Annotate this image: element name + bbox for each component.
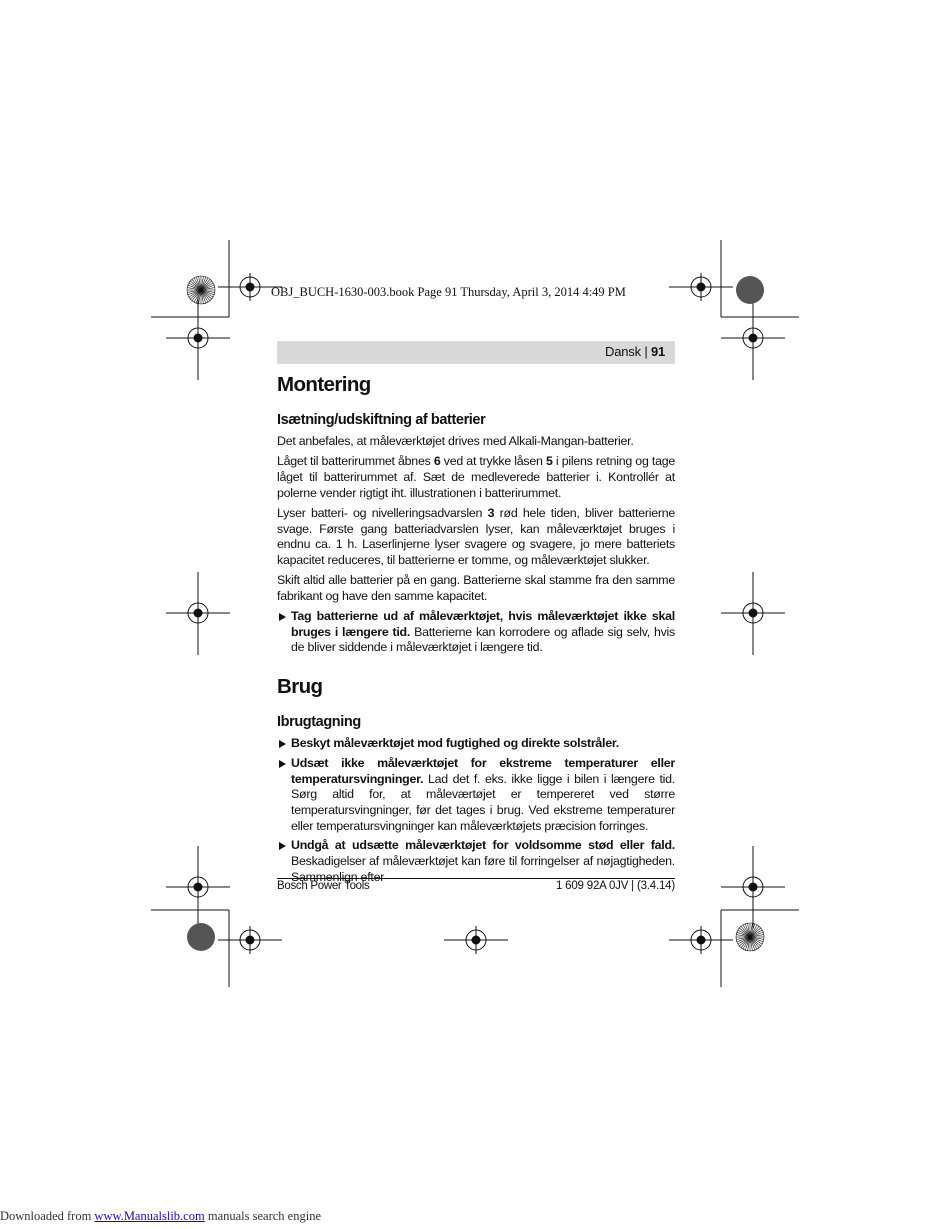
- registration-mark: [669, 926, 733, 954]
- bullet-bold: Undgå at udsætte måleværktøjet for voldsomme stød eller fald.: [291, 838, 675, 853]
- bullet-text: Beskadigelser af måleværktøjet kan føre til forringelser af nøjagtigheden. Sammenlign efter: [291, 854, 675, 884]
- starburst-mark: [187, 276, 215, 304]
- registration-mark: [166, 324, 230, 352]
- subsection-title-batteries: Isætning/udskiftning af batterier: [277, 412, 486, 428]
- page-content: [277, 372, 675, 889]
- section-title-brug: Brug: [277, 675, 323, 699]
- download-suffix: manuals search engine: [204, 1209, 321, 1223]
- footer-brand: Bosch Power Tools: [277, 880, 370, 892]
- registration-mark: [669, 273, 733, 301]
- registration-mark: [218, 926, 282, 954]
- paragraph: Det anbefales, at måleværktøjet drives med Alkali-Mangan-batterier.: [277, 434, 634, 448]
- manualslib-link[interactable]: www.Manualslib.com: [94, 1209, 205, 1223]
- bullet-text: Lad det f. eks. ikke ligge i bilen i længere tid. Sørg altid for, at måleværtøjet er tempereret ved større temperatursvingninger, før det tages i brug. Ved ekstreme temperaturer eller temperatursvingninger kan måleværktøjets præcision forringes.: [291, 771, 675, 833]
- page-header: [605, 344, 665, 359]
- warning-bullet: [277, 736, 675, 752]
- page-number: 91: [650, 344, 665, 359]
- paragraph: Skift altid alle batterier på en gang. Batterierne skal stamme fra den samme fabrikant og have den samme kapacitet.: [277, 573, 675, 603]
- bullet-bold: Beskyt måleværktøjet mod fugtighed og direkte solstråler.: [291, 736, 619, 751]
- registration-mark: [721, 599, 785, 627]
- header-language: Dansk: [605, 344, 641, 359]
- color-bar-dot: [736, 276, 764, 304]
- warning-bullet: [277, 609, 675, 656]
- header-separator: |: [644, 344, 648, 359]
- starburst-mark: [736, 923, 764, 951]
- registration-mark: [166, 599, 230, 627]
- download-note: [0, 1209, 321, 1224]
- bullet-text: Batterierne kan korrodere og aflade sig selv, hvis de bliver siddende i måleværktøjet i længere tid.: [291, 624, 675, 655]
- subsection-title-ibrugtagning: Ibrugtagning: [277, 714, 361, 731]
- page-header-bar: [277, 341, 675, 364]
- registration-mark: [444, 926, 508, 954]
- footer-rule: [277, 878, 675, 879]
- registration-mark: [721, 324, 785, 352]
- print-info-line: OBJ_BUCH-1630-003.book Page 91 Thursday, April 3, 2014 4:49 PM: [271, 285, 626, 299]
- registration-mark: [166, 873, 230, 901]
- bullet-bold: Tag batterierne ud af måleværktøjet, hvis måleværktøjet ikke skal bruges i længere tid.: [291, 609, 675, 639]
- color-bar-dot: [187, 923, 215, 951]
- bullet-bold: Udsæt ikke måleværktøjet for ekstreme temperaturer eller temperatursvingninger.: [291, 755, 675, 786]
- paragraph: Lyser batteri- og nivelleringsadvarslen 3 rød hele tiden, bliver batterierne svage. Første gang batteriadvarslen lyser, kan måleværktøjet bruges i endnu ca. 1 h. Laserlinjerne lyser svagere og svagere, jo mere batteriets kapacitet reduceres, til batterierne er tomme, og måleværktøjet slukker.: [277, 505, 675, 567]
- registration-mark: [721, 873, 785, 901]
- section-title-montering: Montering: [277, 373, 371, 396]
- footer-doc-number: 1 609 92A 0JV | (3.4.14): [555, 880, 675, 892]
- download-prefix: Downloaded from: [0, 1209, 95, 1223]
- paragraph: Låget til batterirummet åbnes 6 ved at trykke låsen 5 i pilens retning og tage låget til batterirummet af. Sæt de medleverede batterier i. Kontrollér at polerne vender rigtigt iht. illustrationen i batterirummet.: [277, 454, 675, 500]
- warning-bullet: [277, 756, 675, 835]
